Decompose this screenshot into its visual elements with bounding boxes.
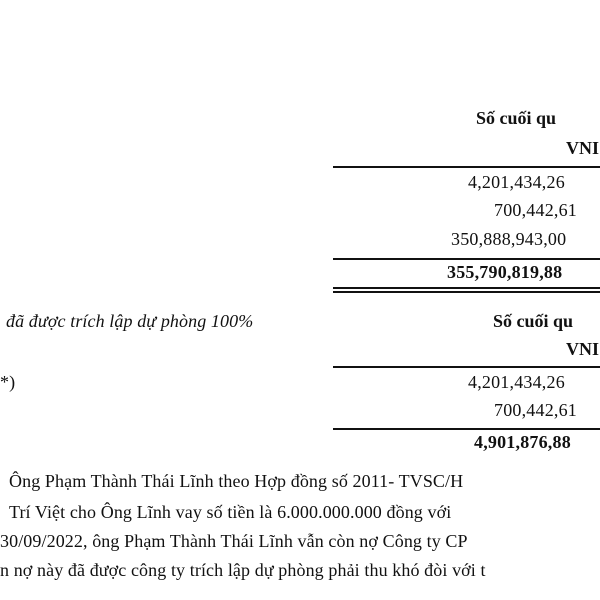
table1-row-3-value: 350,888,943,00: [451, 229, 567, 249]
table1-total-rule-top: [333, 258, 600, 260]
table1-total-rule-double-2: [333, 291, 600, 293]
table2-header-period: Số cuối qu: [493, 311, 574, 331]
table2-row-2-value: 700,442,61: [494, 400, 577, 420]
table1-total-value: 355,790,819,88: [447, 262, 563, 282]
table1-header-rule: [333, 166, 600, 168]
table1-row-2-value: 700,442,61: [494, 200, 577, 220]
table1-header-currency: VNI: [566, 138, 600, 158]
paragraph-line-1: Ông Phạm Thành Thái Lĩnh theo Hợp đồng số 2011- TVSC/H: [9, 471, 464, 491]
table2-header-rule: [333, 366, 600, 368]
table2-row-1-value: 4,201,434,26: [468, 372, 565, 392]
table2-header-currency: VNI: [566, 339, 600, 359]
table2-total-rule: [333, 428, 600, 430]
paragraph-line-4: n nợ này đã được công ty trích lập dự phòng phải thu khó đòi với t: [0, 560, 486, 580]
paragraph-line-2: Trí Việt cho Ông Lĩnh vay số tiền là 6.000.000.000 đồng với: [9, 502, 452, 522]
paragraph-line-3: 30/09/2022, ông Phạm Thành Thái Lĩnh vẫn còn nợ Công ty CP: [0, 531, 468, 551]
table2-row-1-label: *): [0, 372, 16, 392]
table2-total-value: 4,901,876,88: [474, 432, 571, 452]
table1-total-rule-double-1: [333, 287, 600, 289]
section2-title: đã được trích lập dự phòng 100%: [6, 311, 254, 331]
table1-header-period: Số cuối qu: [476, 108, 557, 128]
table1-row-1-value: 4,201,434,26: [468, 172, 565, 192]
